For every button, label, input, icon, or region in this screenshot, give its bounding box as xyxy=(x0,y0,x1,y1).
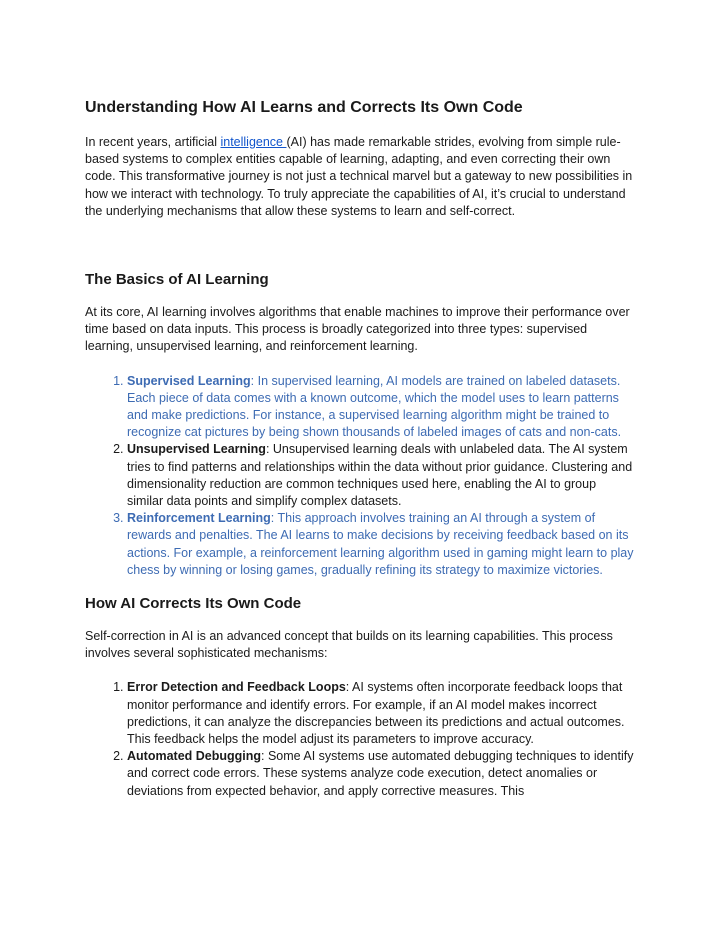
list-item-automated-debugging xyxy=(127,748,635,800)
list-item-unsupervised xyxy=(127,441,635,510)
section-heading-corrects: How AI Corrects Its Own Code xyxy=(85,595,302,613)
desc-reinforcement: : This approach involves training an AI through a system of rewards and penalties. The AI learns to make decisions by receiving feedback based on its actions. For example, a reinforcement learning algorithm used in gaming might learn to play chess by winning or losing games, gradually refining its strategy to maximize victories. xyxy=(127,511,634,577)
intro-text-after-link: (AI) has made remarkable strides, evolving from simple rule-based systems to complex entities capable of learning, adapting, and even correcting their own code. This transformative journey is not just a technical marvel but a gateway to new possibilities in how we interact with technology. To truly appreciate the capabilities of AI, it’s crucial to understand the underlying mechanisms that allow these systems to learn and self-correct. xyxy=(85,135,633,218)
term-automated-debugging: Automated Debugging xyxy=(127,749,262,764)
desc-automated-debugging: : Some AI systems use automated debugging techniques to identify and correct code errors. These systems analyze code execution, detect anomalies or deviations from expected behavior, and apply corrective measures. This xyxy=(127,749,634,798)
intro-text-before-link: In recent years, artificial xyxy=(85,135,221,149)
desc-supervised: : In supervised learning, AI models are trained on labeled datasets. Each piece of data comes with a known outcome, which the model uses to learn patterns and make predictions. For instance, a supervised learning algorithm might be trained to recognize cat pictures by being shown thousands of labeled images of cats and non-cats. xyxy=(127,373,622,440)
term-unsupervised: Unsupervised Learning xyxy=(127,442,266,457)
desc-error-detection: : AI systems often incorporate feedback loops that monitor performance and identify errors. For example, if an AI model makes incorrect predictions, it can analyze the discrepancies between its predictions and actual outcomes. This feedback helps the model adjust its parameters to improve accuracy. xyxy=(127,680,625,747)
basics-paragraph: At its core, AI learning involves algorithms that enable machines to improve their performance over time based on data inputs. This process is broadly categorized into three types: supervised learning, unsupervised learning, and reinforcement learning. xyxy=(85,305,630,354)
term-supervised: Supervised Learning xyxy=(127,373,251,388)
document-page xyxy=(85,98,635,800)
list-item-supervised xyxy=(127,373,635,442)
learning-types-list xyxy=(85,373,635,579)
list-item-reinforcement xyxy=(127,510,635,579)
self-correction-list xyxy=(85,679,635,799)
intelligence-link[interactable]: intelligence xyxy=(220,135,287,149)
term-error-detection: Error Detection and Feedback Loops xyxy=(127,680,346,695)
term-reinforcement: Reinforcement Learning xyxy=(127,511,271,526)
section-heading-basics: The Basics of AI Learning xyxy=(85,271,269,289)
intro-paragraph xyxy=(85,134,635,220)
desc-unsupervised: : Unsupervised learning deals with unlabeled data. The AI system tries to find patterns and relationships within the data without prior guidance. Clustering and dimensionality reduction are common techniques used here, enabling the AI to group similar data points and simplify complex datasets. xyxy=(127,442,633,509)
document-title: Understanding How AI Learns and Corrects Its Own Code xyxy=(85,99,523,116)
corrects-paragraph: Self-correction in AI is an advanced concept that builds on its learning capabilities. This process involves several sophisticated mechanisms: xyxy=(85,629,613,661)
list-item-error-detection xyxy=(127,679,635,748)
